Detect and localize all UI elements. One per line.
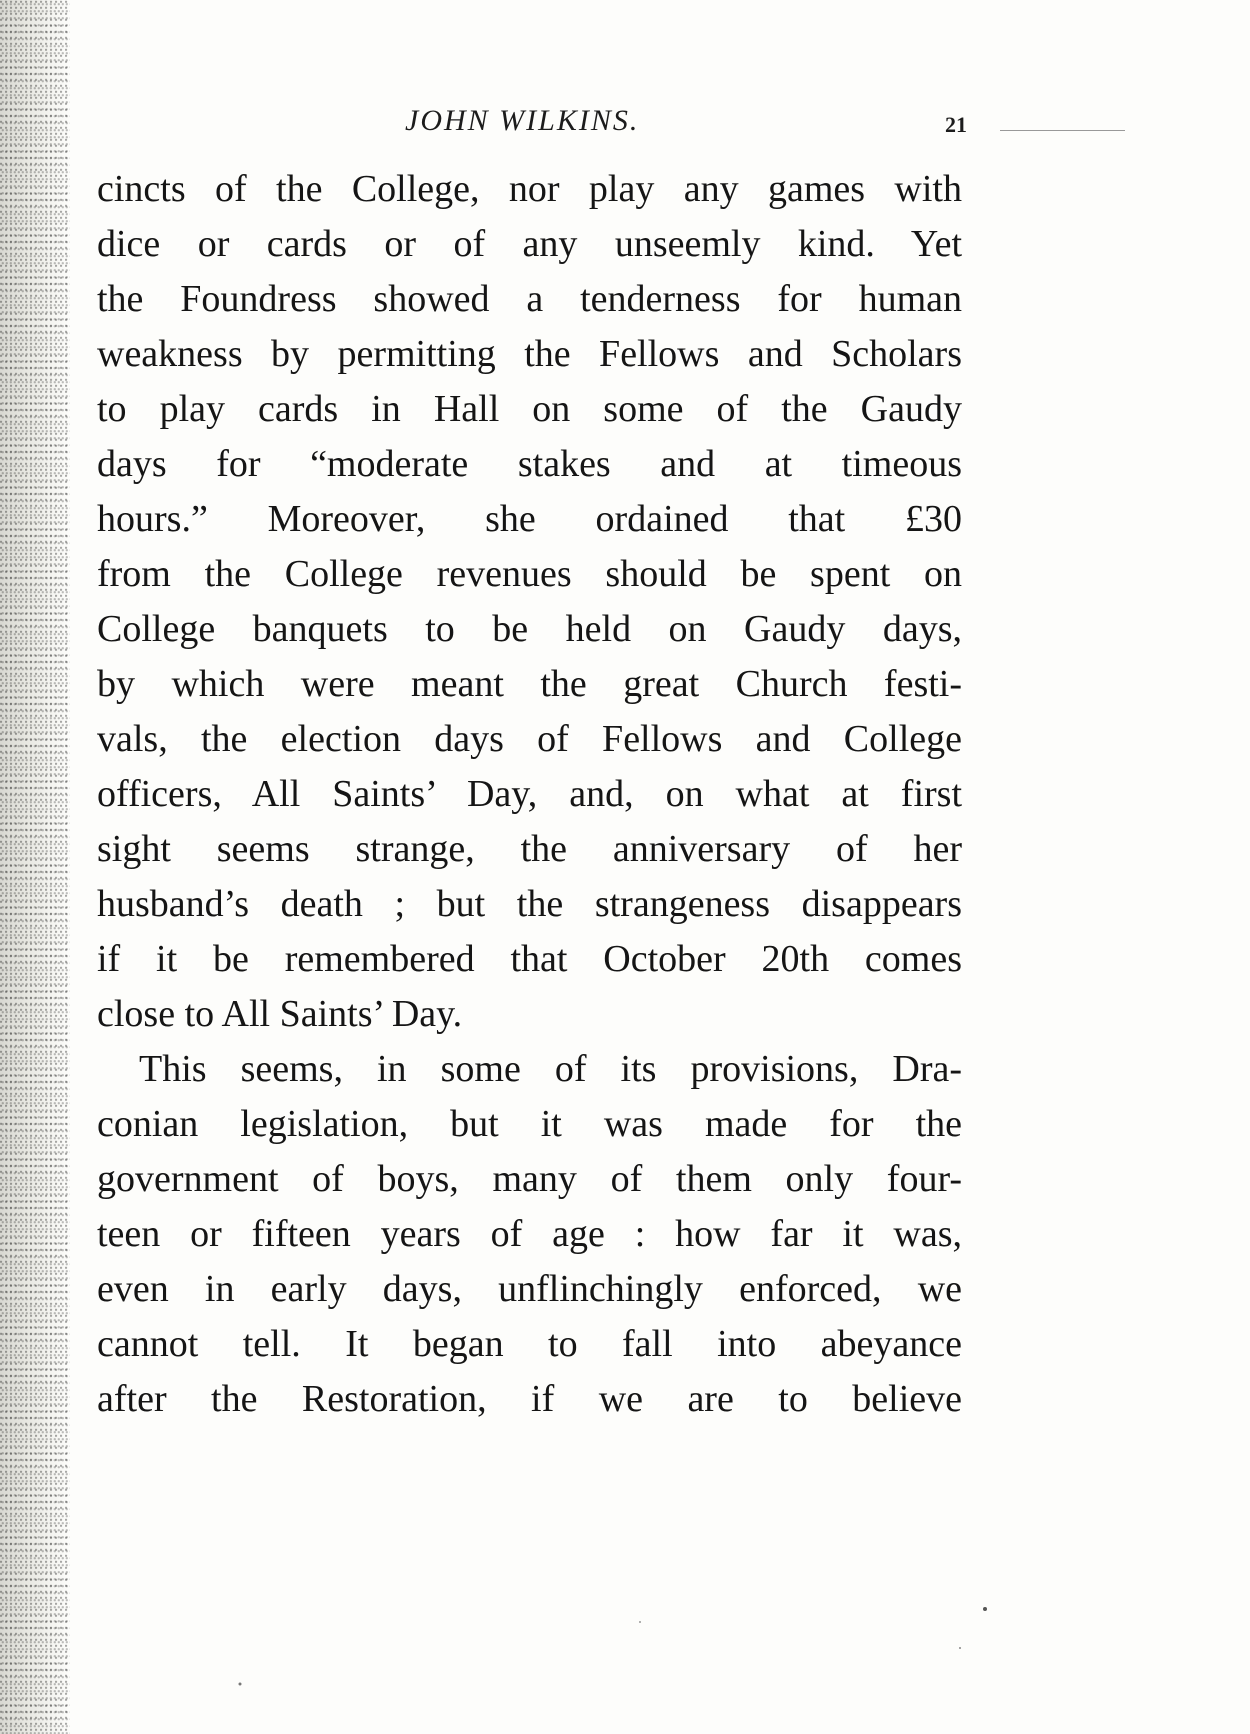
text-line: from the College revenues should be spent on bbox=[97, 553, 962, 595]
text-line: sight seems strange, the anniversary of her bbox=[97, 828, 962, 870]
text-line: even in early days, unflinchingly enforced, we bbox=[97, 1268, 962, 1310]
header-rule bbox=[1000, 130, 1125, 131]
text-line: husband’s death ; but the strangeness disappears bbox=[97, 883, 962, 925]
text-line: government of boys, many of them only four- bbox=[97, 1158, 962, 1200]
text-line: cincts of the College, nor play any games with bbox=[97, 168, 962, 210]
text-line: days for “moderate stakes and at timeous bbox=[97, 443, 962, 485]
text-line: teen or fifteen years of age : how far it was, bbox=[97, 1213, 962, 1255]
text-line: by which were meant the great Church festi- bbox=[97, 663, 962, 705]
body-text bbox=[97, 162, 962, 1427]
page-gutter-edge bbox=[0, 0, 70, 1734]
text-line: This seems, in some of its provisions, Dra- bbox=[139, 1048, 962, 1090]
text-line: after the Restoration, if we are to believe bbox=[97, 1378, 962, 1420]
text-line: weakness by permitting the Fellows and Scholars bbox=[97, 333, 962, 375]
text-line: hours.” Moreover, she ordained that £30 bbox=[97, 498, 962, 540]
running-head bbox=[0, 104, 1250, 148]
paragraph bbox=[97, 162, 962, 1042]
text-line: cannot tell. It began to fall into abeyance bbox=[97, 1323, 962, 1365]
text-line: College banquets to be held on Gaudy days, bbox=[97, 608, 962, 650]
text-line: vals, the election days of Fellows and College bbox=[97, 718, 962, 760]
text-line: close to All Saints’ Day. bbox=[97, 993, 463, 1035]
text-line: dice or cards or of any unseemly kind. Yet bbox=[97, 223, 962, 265]
page-number: 21 bbox=[945, 112, 967, 137]
text-line: conian legislation, but it was made for the bbox=[97, 1103, 962, 1145]
text-line: officers, All Saints’ Day, and, on what at first bbox=[97, 773, 962, 815]
paragraph bbox=[97, 1042, 962, 1427]
running-title: JOHN WILKINS. bbox=[405, 104, 640, 137]
text-line: to play cards in Hall on some of the Gaudy bbox=[97, 388, 962, 430]
text-line: the Foundress showed a tenderness for human bbox=[97, 278, 962, 320]
text-line: if it be remembered that October 20th comes bbox=[97, 938, 962, 980]
